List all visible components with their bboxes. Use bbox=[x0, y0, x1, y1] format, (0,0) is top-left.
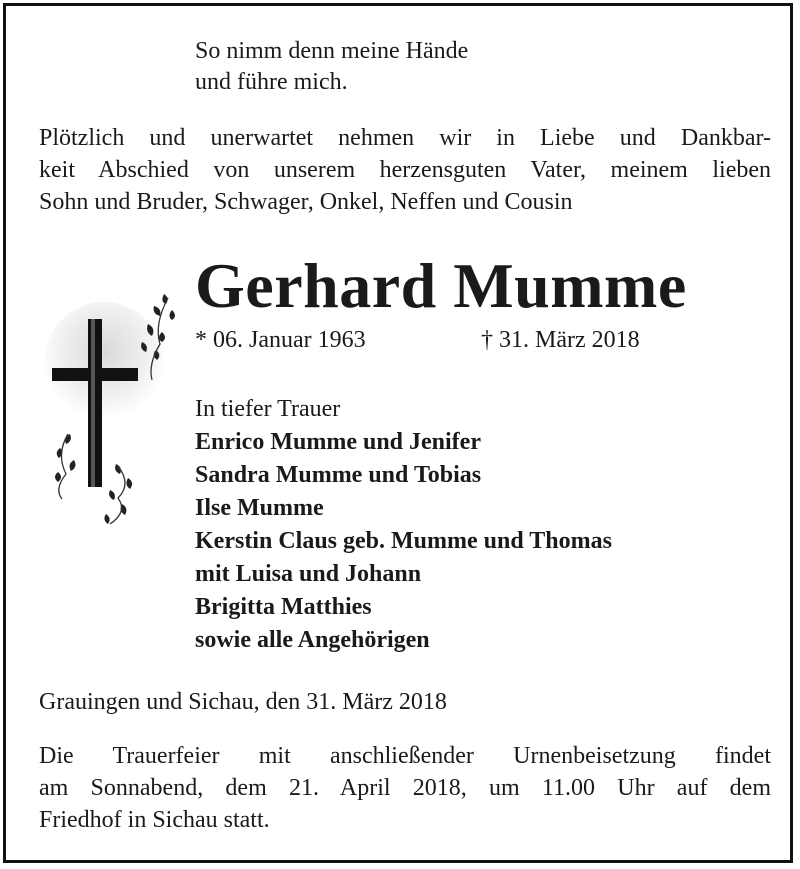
verse-line-1: So nimm denn meine Hände bbox=[195, 38, 469, 64]
mourner: Kerstin Claus geb. Mumme und Thomas bbox=[195, 528, 612, 554]
death-date: † 31. März 2018 bbox=[481, 327, 640, 353]
mourner: sowie alle Angehörigen bbox=[195, 627, 430, 653]
ceremony-line-3: Friedhof in Sichau statt. bbox=[39, 807, 270, 833]
mourner: mit Luisa und Johann bbox=[195, 561, 422, 587]
mourner: Brigitta Matthies bbox=[195, 594, 372, 620]
birth-date: * 06. Januar 1963 bbox=[195, 327, 366, 353]
mourning-lead: In tiefer Trauer bbox=[195, 396, 341, 422]
cross-with-ivy-icon bbox=[44, 284, 184, 534]
mourners-list bbox=[195, 393, 612, 657]
verse-line-2: und führe mich. bbox=[195, 69, 348, 95]
intro-line-2: keit Abschied von unserem herzensguten Vater, meinem lieben bbox=[39, 157, 771, 183]
mourner: Ilse Mumme bbox=[195, 495, 324, 521]
place-and-date: Grauingen und Sichau, den 31. März 2018 bbox=[39, 689, 447, 715]
mourner: Sandra Mumme und Tobias bbox=[195, 462, 482, 488]
deceased-name: Gerhard Mumme bbox=[195, 250, 687, 321]
verse bbox=[195, 36, 468, 98]
intro-line-1: Plötzlich und unerwartet nehmen wir in Liebe und Dankbar- bbox=[39, 125, 771, 151]
ceremony-line-2: am Sonnabend, dem 21. April 2018, um 11.00 Uhr auf dem bbox=[39, 775, 771, 801]
obituary-notice bbox=[3, 3, 793, 863]
intro-line-3: Sohn und Bruder, Schwager, Onkel, Neffen und Cousin bbox=[39, 189, 573, 215]
ceremony-line-1: Die Trauerfeier mit anschließender Urnenbeisetzung findet bbox=[39, 743, 771, 769]
ceremony-text bbox=[39, 740, 771, 836]
intro-text bbox=[39, 122, 771, 218]
mourner: Enrico Mumme und Jenifer bbox=[195, 429, 481, 455]
